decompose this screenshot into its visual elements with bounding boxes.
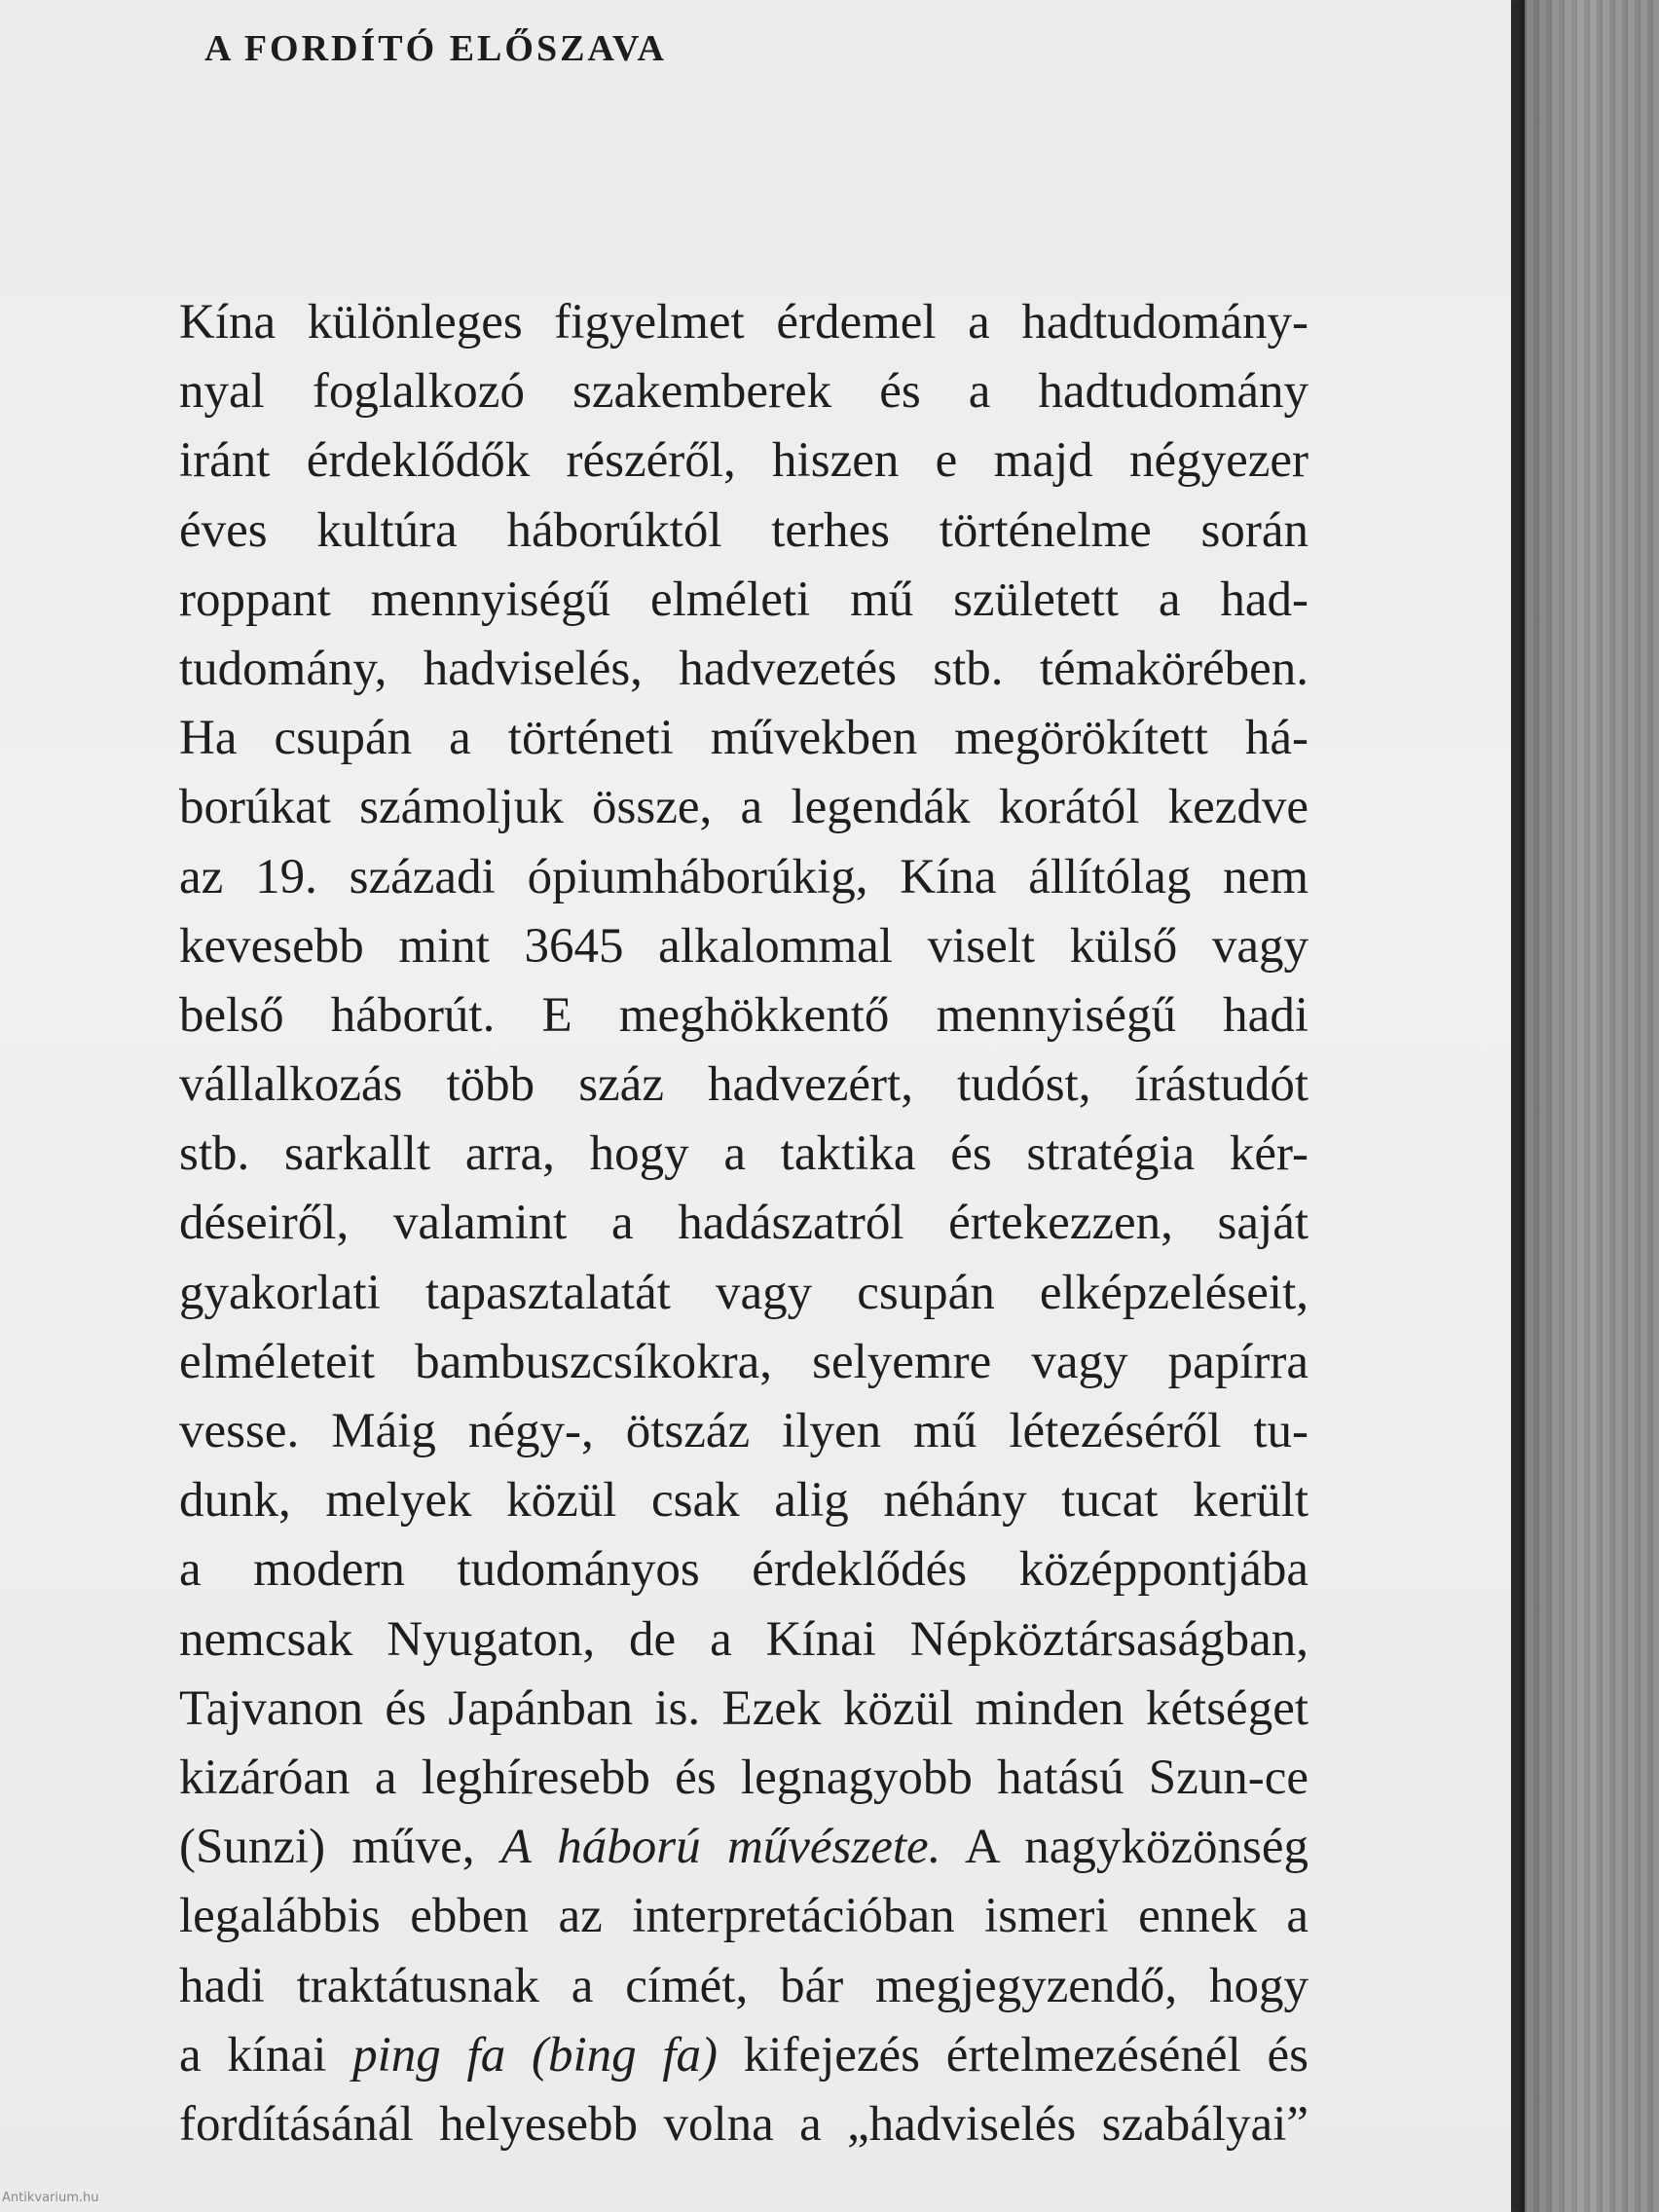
text-line: tudomány, hadviselés, hadvezetés stb. témakörében. [179,641,1309,696]
text-line: vesse. Máig négy-, ötszáz ilyen mű létezéséről tu- [179,1404,1309,1458]
text-line: a kínai ping fa (bing fa) kifejezés értelmezésénél és [179,2027,1309,2083]
text-line: Kína különleges figyelmet érdemel a hadtudomány- [179,295,1309,350]
text-line: déseiről, valamint a hadászatról értekezzen, saját [179,1196,1309,1251]
body-paragraph [179,288,1309,2159]
text-line: stb. sarkallt arra, hogy a taktika és stratégia kér- [179,1126,1309,1182]
text-line: kizáróan a leghíresebb és legnagyobb hatású Szun-ce [179,1750,1309,1805]
text-line: az 19. századi ópiumháborúkig, Kína állítólag nem [179,849,1309,904]
term-italic: ping fa (bing fa) [352,2027,719,2083]
text-line: vállalkozás több száz hadvezért, tudóst, írástudót [179,1057,1309,1113]
chapter-heading: A FORDÍTÓ ELŐSZAVA [204,28,667,69]
watermark: Antikvarium.hu [2,2191,99,2205]
text-line: kevesebb mint 3645 alkalommal viselt külső vagy [179,918,1309,974]
text-line: hadi traktátusnak a címét, bár megjegyzendő, hogy [179,1958,1309,2013]
text-line: gyakorlati tapasztalatát vagy csupán elképzeléseit, [179,1265,1309,1320]
text-line: legalábbis ebben az interpretációban ismeri ennek a [179,1889,1309,1944]
book-cover-edge [1511,0,1525,2212]
text-line: dunk, melyek közül csak alig néhány tucat került [179,1473,1309,1529]
text-line: iránt érdeklődők részéről, hiszen e majd négyezer [179,433,1309,489]
text-line: (Sunzi) műve, A háború művészete. A nagyközönség [179,1820,1309,1875]
text-line: borúkat számoljuk össze, a legendák korától kezdve [179,780,1309,835]
text-line: Ha csupán a történeti művekben megörökített há- [179,711,1309,766]
text-line: fordításánál helyesebb volna a „hadviselés szabályai” [179,2096,1309,2152]
wooden-surface [1525,0,1659,2212]
text-line: Tajvanon és Japánban is. Ezek közül minden kétséget [179,1680,1309,1736]
text-line: belső háborút. E meghökkentő mennyiségű hadi [179,987,1309,1043]
text-line: nemcsak Nyugaton, de a Kínai Népköztársaságban, [179,1611,1309,1667]
text-line: elméleteit bambuszcsíkokra, selyemre vagy papírra [179,1334,1309,1389]
text-line: nyal foglalkozó szakemberek és a hadtudomány [179,364,1309,420]
text-line: éves kultúra háborúktól terhes történelme során [179,502,1309,558]
book-title-italic: A háború művészete. [500,1820,941,1875]
text-line: a modern tudományos érdeklődés középpontjába [179,1542,1309,1598]
text-line: roppant mennyiségű elméleti mű született a had- [179,571,1309,627]
